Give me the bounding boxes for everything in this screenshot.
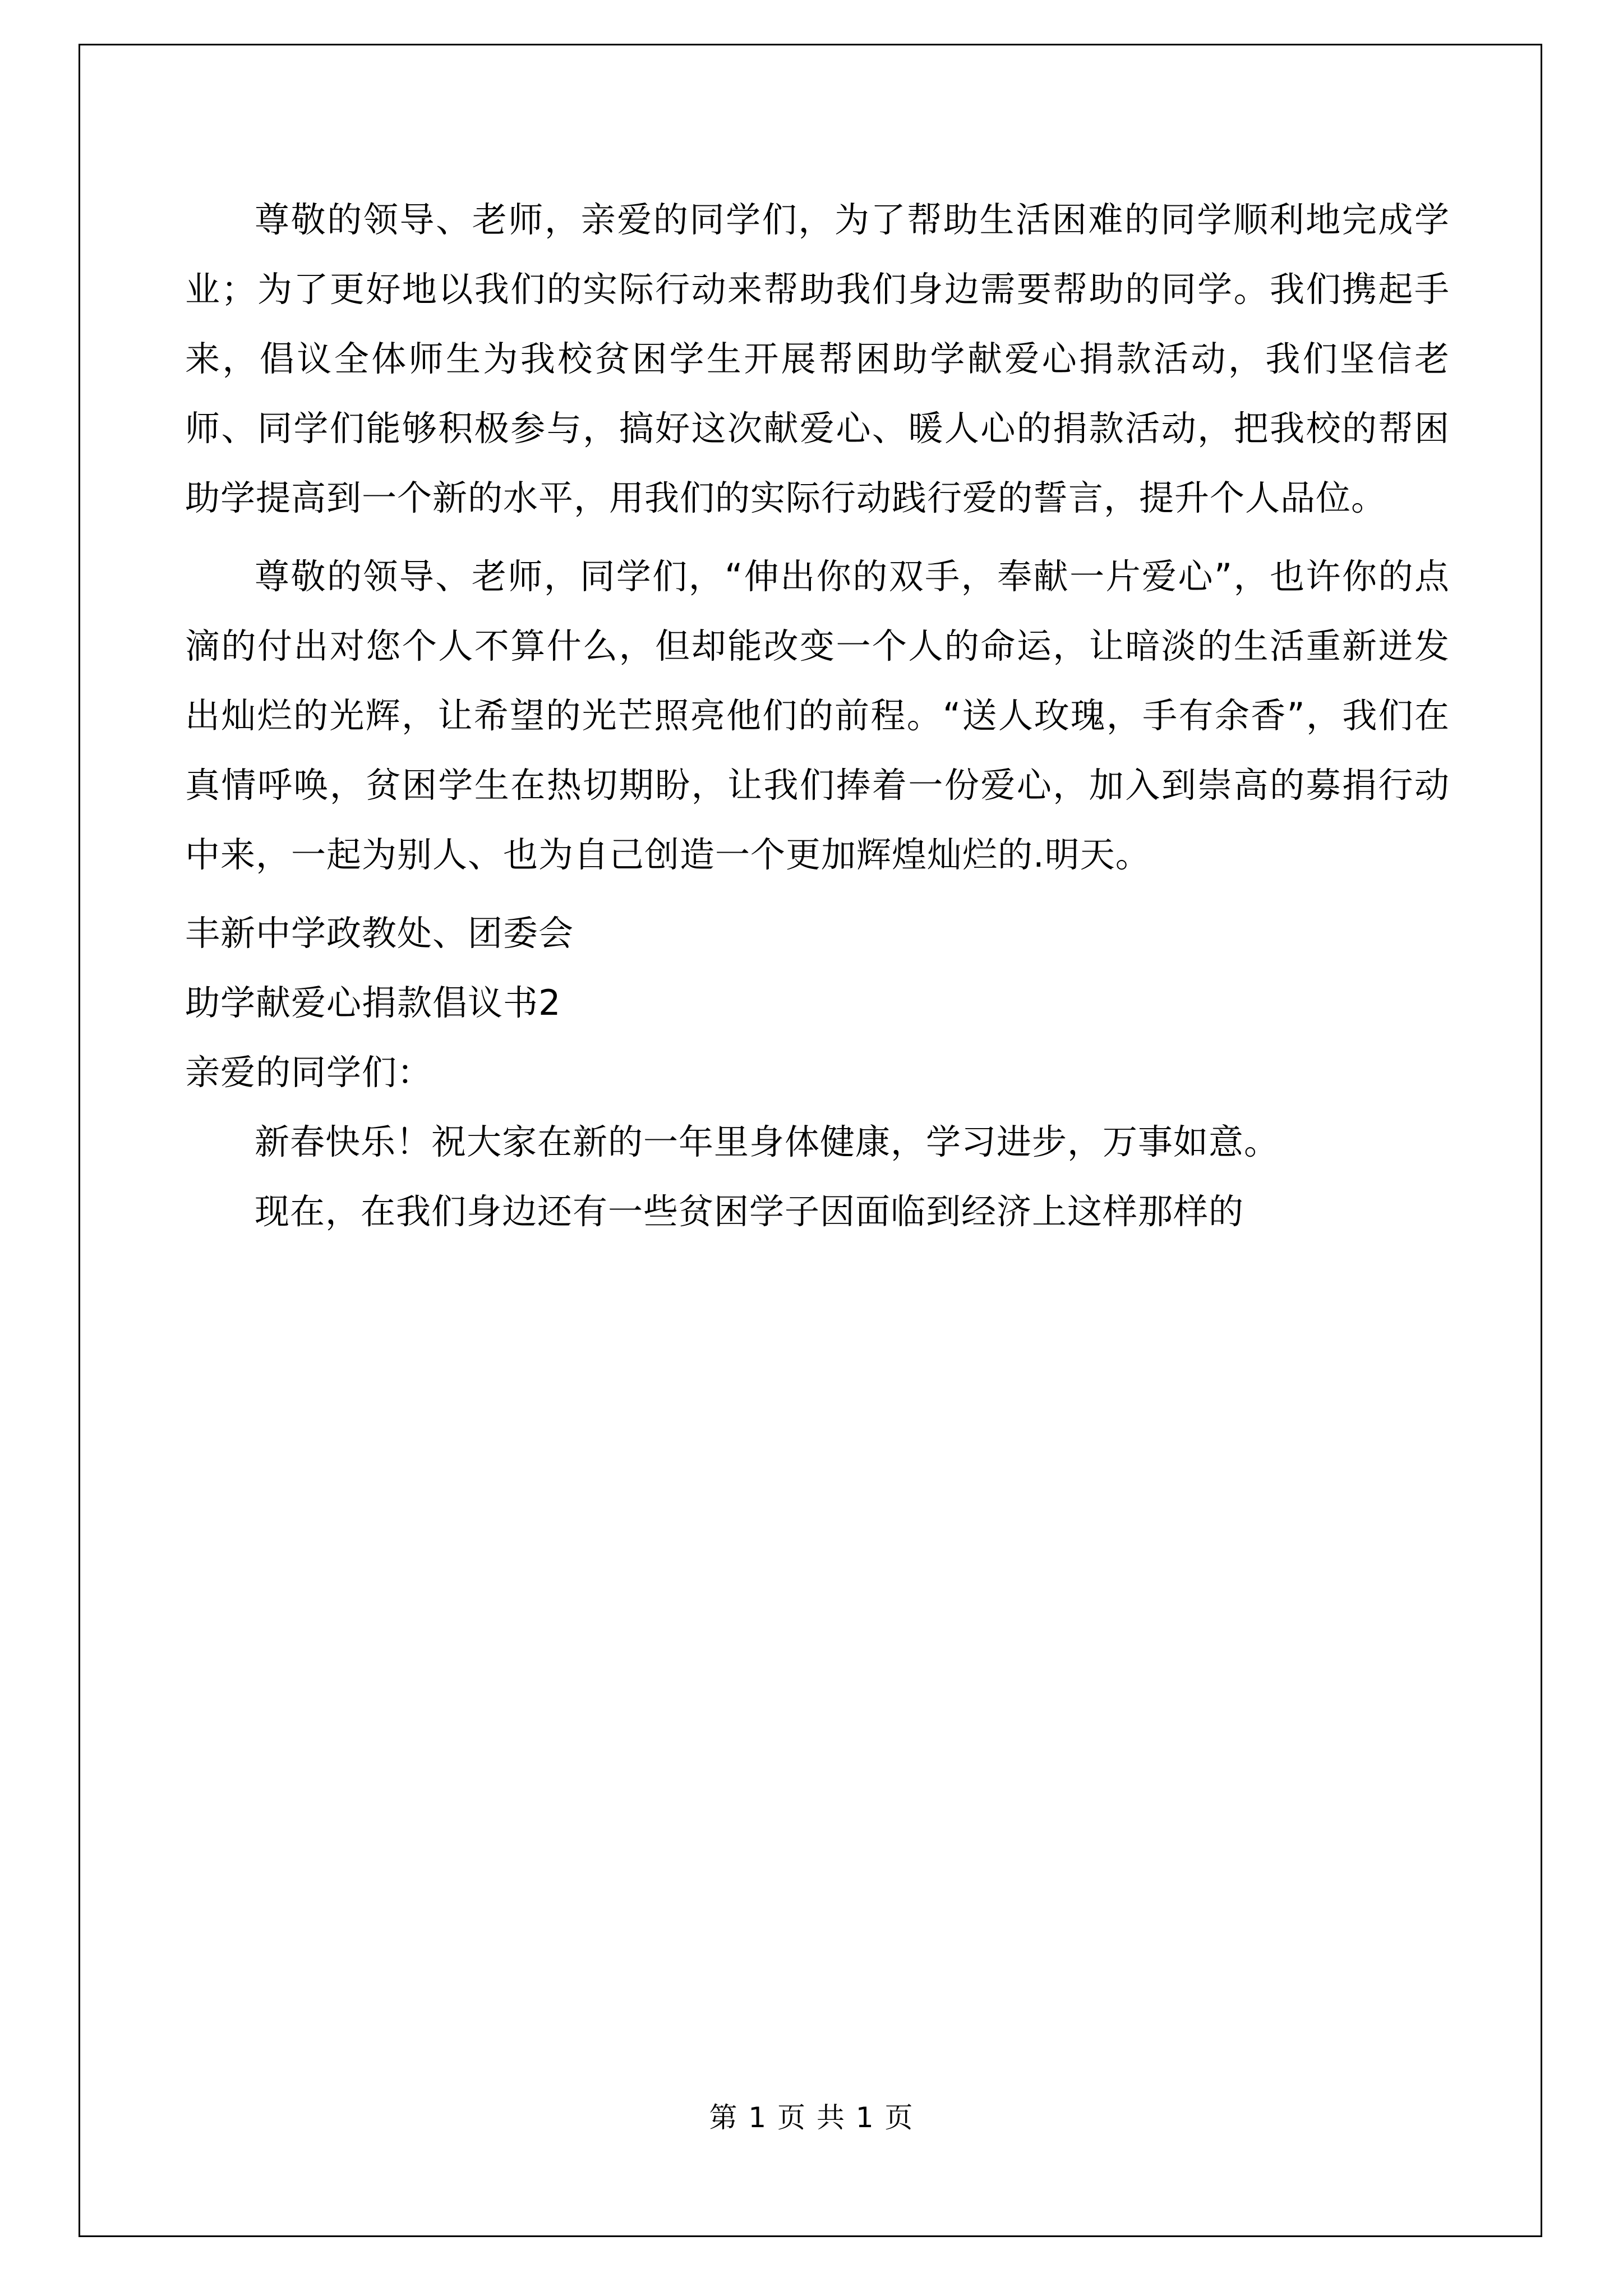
paragraph-7: 现在，在我们身边还有一些贫困学子因面临到经济上这样那样的 xyxy=(255,1191,1244,1232)
paragraph-6: 新春快乐！祝大家在新的一年里身体健康，学习进步，万事如意。 xyxy=(255,1121,1280,1162)
paragraph-3-signature: 丰新中学政教处、团委会 xyxy=(185,913,574,954)
paragraph-4-subtitle: 助学献爱心捐款倡议书2 xyxy=(185,982,561,1023)
page-footer: 第 1 页 共 1 页 xyxy=(709,2101,914,2134)
paragraph-5-salutation: 亲爱的同学们： xyxy=(185,1052,433,1093)
paragraph-2: 尊敬的领导、老师，同学们，“伸出你的双手，奉献一片爱心”，也许你的点滴的付出对您个人不算什么，但却能改变一个人的命运，让暗淡的生活重新迸发出灿烂的光辉，让希望的光芒照亮他们的前程。“送人玫瑰，手有余香”，我们在真情呼唤，贫困学生在热切期盼，让我们捧着一份爱心，加入到崇高的募捐行动中来，一起为别人、也为自己创造一个更加辉煌灿烂的.明天。 xyxy=(185,556,1450,875)
paragraph-1: 尊敬的领导、老师，亲爱的同学们，为了帮助生活困难的同学顺利地完成学业；为了更好地以我们的实际行动来帮助我们身边需要帮助的同学。我们携起手来，倡议全体师生为我校贫困学生开展帮困助学献爱心捐款活动，我们坚信老师、同学们能够积极参与，搞好这次献爱心、暖人心的捐款活动，把我校的帮困助学提高到一个新的水平，用我们的实际行动践行爱的誓言，提升个人品位。 xyxy=(185,199,1450,518)
document-body xyxy=(185,185,1450,1246)
